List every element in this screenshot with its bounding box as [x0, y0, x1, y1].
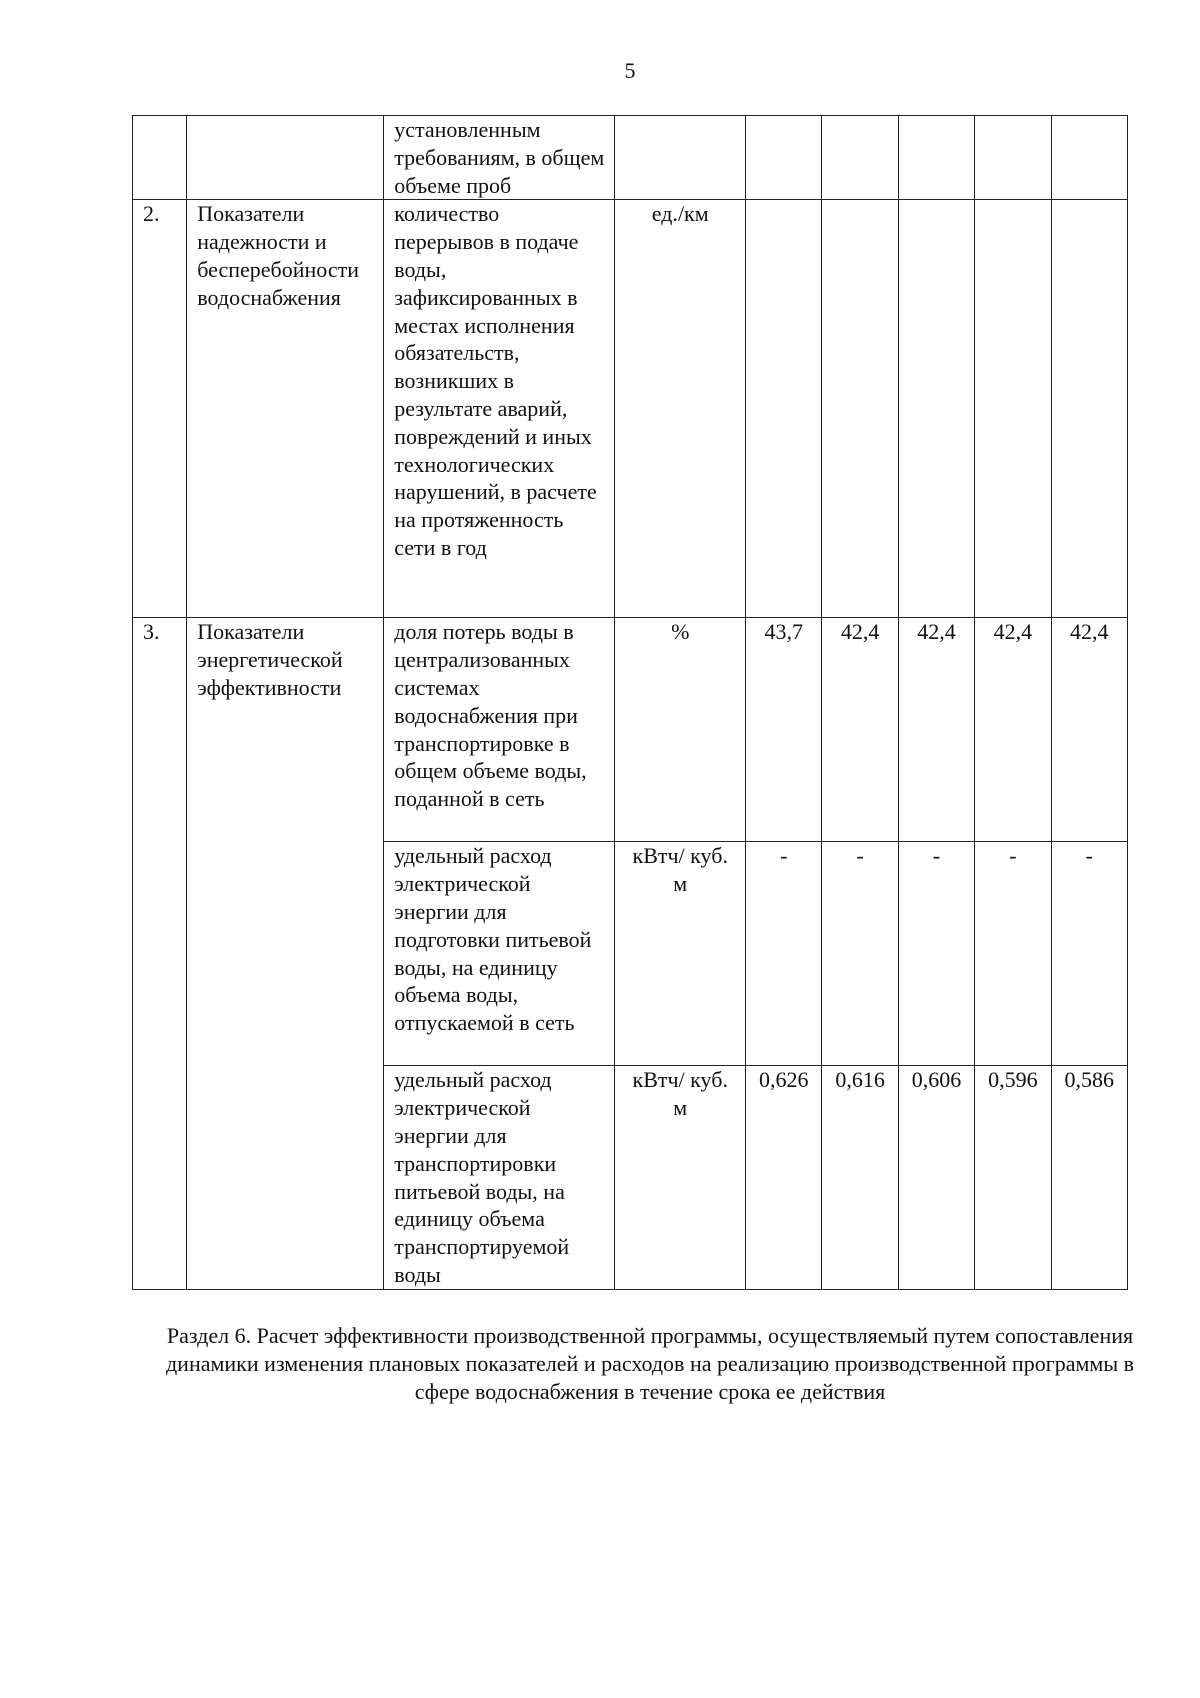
value-cell: - — [746, 842, 822, 1066]
value-cell: 0,586 — [1051, 1066, 1127, 1290]
unit-cell: ед./км — [615, 200, 746, 618]
value-cell: 42,4 — [898, 618, 974, 842]
value-cell — [1051, 200, 1127, 618]
table-row — [133, 618, 1128, 842]
value-cell: 0,606 — [898, 1066, 974, 1290]
indicator-description: установленным требованиям, в общем объеме проб — [384, 116, 615, 200]
value-cell — [898, 200, 974, 618]
indicator-group: Показатели энергетической эффективности — [187, 618, 384, 1290]
value-cell — [746, 116, 822, 200]
page-number: 5 — [624, 58, 636, 83]
value-cell: 42,4 — [822, 618, 898, 842]
indicator-group — [187, 116, 384, 200]
unit-cell: кВтч/ куб. м — [615, 842, 746, 1066]
value-cell: 42,4 — [975, 618, 1051, 842]
row-number: 3. — [133, 618, 187, 1290]
value-cell — [975, 200, 1051, 618]
value-cell — [822, 116, 898, 200]
value-cell: 0,626 — [746, 1066, 822, 1290]
value-cell: - — [822, 842, 898, 1066]
value-cell — [822, 200, 898, 618]
indicator-description: доля потерь воды в централизованных системах водоснабжения при транспортировке в общем объеме воды, поданной в сеть — [384, 618, 615, 842]
section-heading: Раздел 6. Расчет эффективности производственной программы, осуществляемый путем сопоставления динамики изменения плановых показателей и расходов на реализацию производственной программы в сфере водоснабжения в течение срока ее действия — [165, 1323, 1134, 1404]
unit-cell — [615, 116, 746, 200]
indicator-group: Показатели надежности и бесперебойности водоснабжения — [187, 200, 384, 618]
value-cell: 43,7 — [746, 618, 822, 842]
unit-cell: кВтч/ куб. м — [615, 1066, 746, 1290]
value-cell: 42,4 — [1051, 618, 1127, 842]
row-number: 2. — [133, 200, 187, 618]
unit-cell: % — [615, 618, 746, 842]
indicator-description: количество перерывов в подаче воды, зафиксированных в местах исполнения обязательств, возникших в результате аварий, повреждений и иных технологических нарушений, в расчете на протяженность сети в год — [384, 200, 615, 618]
value-cell: - — [1051, 842, 1127, 1066]
value-cell: 0,596 — [975, 1066, 1051, 1290]
value-cell — [975, 116, 1051, 200]
value-cell — [898, 116, 974, 200]
indicators-table — [132, 115, 1128, 1290]
value-cell: - — [898, 842, 974, 1066]
value-cell — [746, 200, 822, 618]
value-cell — [1051, 116, 1127, 200]
table-row — [133, 116, 1128, 200]
table-row — [133, 200, 1128, 618]
value-cell: 0,616 — [822, 1066, 898, 1290]
value-cell: - — [975, 842, 1051, 1066]
indicator-description: удельный расход электрической энергии для подготовки питьевой воды, на единицу объема воды, отпускаемой в сеть — [384, 842, 615, 1066]
indicator-description: удельный расход электрической энергии для транспортировки питьевой воды, на единицу объема транспортируемой воды — [384, 1066, 615, 1290]
row-number — [133, 116, 187, 200]
